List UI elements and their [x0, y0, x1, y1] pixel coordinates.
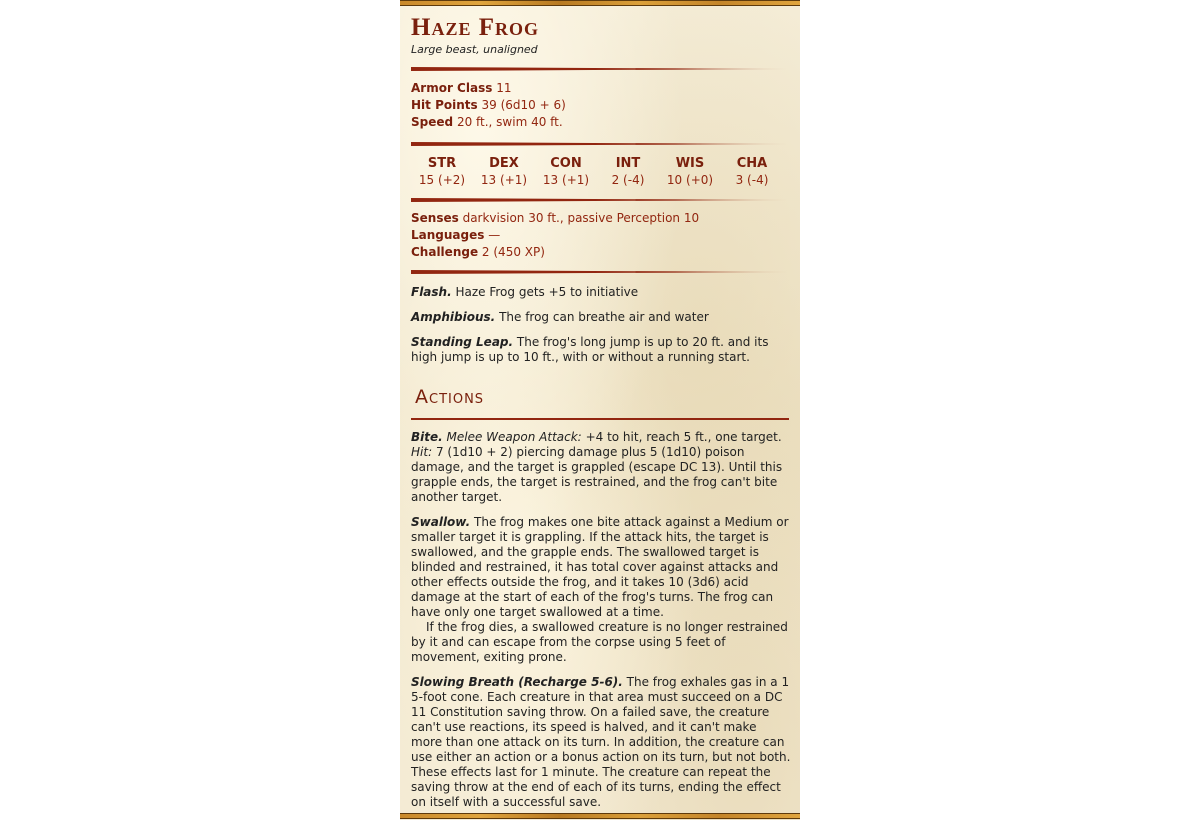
action-name: Bite.: [411, 430, 443, 444]
ability-label: WIS: [675, 156, 705, 171]
challenge-value: 2 (450 XP): [481, 245, 545, 259]
action-text: The frog makes one bite attack against a Medium or smaller target it is grappling. If the attack hits, the target is swallowed, and the grapple ends. The swallowed target is blinded and restrained, it has total cover against attacks and other effects outside the frog, and it takes 10 (3d6) acid damage at the start of each of the frog's turns. The frog can have only one target swallowed at a time.: [411, 515, 789, 619]
languages-label: Languages: [411, 228, 485, 242]
action-text: 7 (1d10 + 2) piercing damage plus 5 (1d10) poison damage, and the target is grappled (escape DC 13). Until this grapple ends, the target is restrained, and the frog can't bite another target.: [411, 445, 783, 504]
top-border: [400, 0, 800, 6]
ability-dex: [473, 155, 535, 188]
divider-rule: [411, 198, 789, 202]
ability-str: [411, 155, 473, 188]
hit-points: [411, 97, 791, 114]
challenge: [411, 244, 791, 261]
trait-name: Amphibious.: [411, 310, 496, 324]
trait-text: Haze Frog gets +5 to initiative: [455, 285, 639, 299]
stat-block-content: [411, 14, 791, 810]
ability-value: 3 (-4): [735, 173, 769, 187]
ability-con: [535, 155, 597, 188]
speed-value: 20 ft., swim 40 ft.: [456, 115, 563, 129]
action-text: +4 to hit, reach 5 ft., one target.: [585, 430, 782, 444]
senses-value: darkvision 30 ft., passive Perception 10: [462, 211, 700, 225]
ability-value: 2 (-4): [611, 173, 645, 187]
challenge-label: Challenge: [411, 245, 479, 259]
action-slowing-breath: [411, 675, 791, 810]
bottom-border: [400, 813, 800, 819]
senses: [411, 210, 791, 227]
actions-rule: [411, 418, 789, 420]
divider-rule: [411, 270, 789, 274]
stat-block: [400, 0, 800, 820]
languages-value: —: [488, 228, 501, 242]
ability-wis: [659, 155, 721, 188]
attack-type: Melee Weapon Attack:: [446, 430, 582, 444]
ability-scores: [411, 155, 783, 188]
trait-text: The frog can breathe air and water: [499, 310, 709, 324]
senses-label: Senses: [411, 211, 459, 225]
action-swallow: [411, 515, 791, 665]
ability-int: [597, 155, 659, 188]
ability-value: 13 (+1): [542, 173, 590, 187]
core-stats: [411, 80, 791, 131]
trait-flash: [411, 285, 791, 300]
trait-amphibious: [411, 310, 791, 325]
action-text: The frog exhales gas in a 1 5-foot cone. Each creature in that area must succeed on a DC 11 Constitution saving throw. On a failed save, the creature can't use reactions, its speed is halved, and it can't make more than one attack on its turn. In addition, the creature can use either an action or a bonus action on its turn, but not both. These effects last for 1 minute. The creature can repeat the saving throw at the end of each of its turns, ending the effect on itself with a successful save.: [411, 675, 791, 809]
ability-label: STR: [427, 156, 457, 171]
trait-text: The frog's long jump is up to 20 ft. and its high jump is up to 10 ft., with or without a running start.: [411, 335, 769, 364]
ability-label: DEX: [489, 156, 519, 171]
action-text-para2: If the frog dies, a swallowed creature is no longer restrained by it and can escape from the corpse using 5 feet of movement, exiting prone.: [411, 620, 788, 664]
ability-value: 10 (+0): [666, 173, 714, 187]
languages: [411, 227, 791, 244]
monster-name: Haze Frog: [411, 14, 539, 41]
ability-label: CHA: [736, 156, 768, 171]
monster-meta: Large beast, unaligned: [411, 43, 538, 56]
trait-name: Flash.: [411, 285, 452, 299]
ability-value: 13 (+1): [480, 173, 528, 187]
divider-rule: [411, 67, 789, 71]
action-name: Swallow.: [411, 515, 471, 529]
details: [411, 210, 791, 261]
hit-points-label: Hit Points: [411, 98, 478, 112]
action-name: Slowing Breath (Recharge 5-6).: [411, 675, 623, 689]
action-bite: [411, 430, 791, 505]
hit-points-value: 39 (6d10 + 6): [481, 98, 566, 112]
ability-value: 15 (+2): [418, 173, 466, 187]
armor-class: [411, 80, 791, 97]
actions-heading: Actions: [415, 386, 485, 408]
ability-cha: [721, 155, 783, 188]
speed-label: Speed: [411, 115, 454, 129]
speed: [411, 114, 791, 131]
ability-label: INT: [615, 156, 641, 171]
armor-class-value: 11: [496, 81, 512, 95]
armor-class-label: Armor Class: [411, 81, 493, 95]
trait-standing-leap: [411, 335, 791, 365]
ability-label: CON: [550, 156, 582, 171]
trait-name: Standing Leap.: [411, 335, 514, 349]
divider-rule: [411, 142, 789, 146]
hit-label: Hit:: [411, 445, 433, 459]
